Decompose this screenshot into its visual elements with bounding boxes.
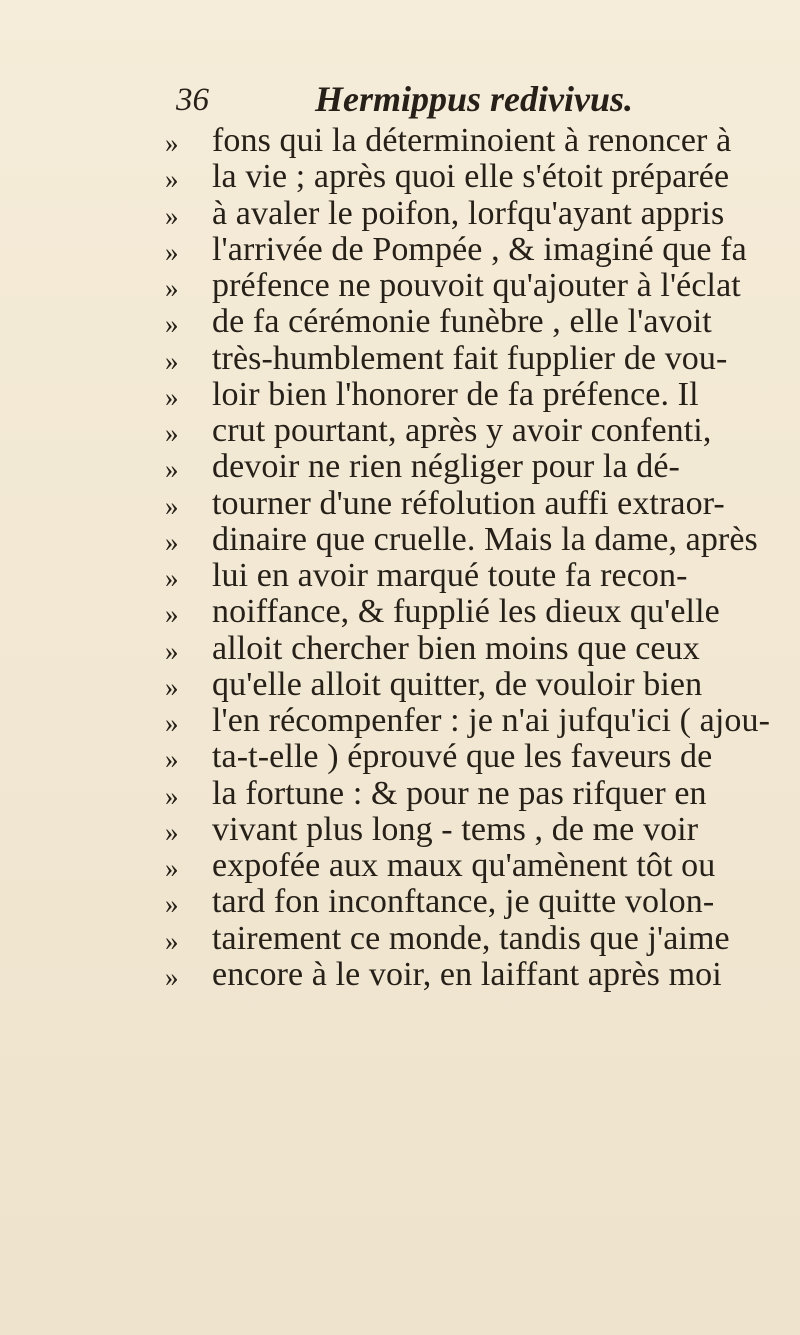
quotation-mark: » xyxy=(165,309,179,340)
quotation-mark: » xyxy=(165,345,179,376)
quotation-mark: » xyxy=(165,599,179,630)
quotation-mark: » xyxy=(165,526,179,557)
text-line xyxy=(0,123,800,159)
line-text: expofée aux maux qu'amènent tôt ou xyxy=(212,847,716,884)
quotation-mark: » xyxy=(165,563,179,593)
quotation-mark: » xyxy=(165,454,179,485)
line-text: préfence ne pouvoit qu'ajouter à l'éclat xyxy=(212,267,741,304)
line-text: l'en récompenfer : je n'ai jufqu'ici ( ajou- xyxy=(212,702,771,739)
text-line xyxy=(0,196,800,232)
quotation-mark: » xyxy=(165,925,179,956)
text-line xyxy=(0,268,800,304)
quotation-mark: » xyxy=(165,128,179,158)
line-text: très-humblement fait fupplier de vou- xyxy=(212,339,728,377)
text-line xyxy=(0,449,800,485)
line-text: fons qui la déterminoient à renoncer à xyxy=(212,122,732,159)
line-text: l'arrivée de Pompée , & imaginé que fa xyxy=(212,230,747,268)
text-line xyxy=(0,776,800,812)
line-text: encore à le voir, en laiffant après moi xyxy=(212,955,722,993)
text-line xyxy=(0,413,800,449)
line-text: à avaler le poifon, lorfqu'ayant appris xyxy=(212,194,725,232)
quotation-mark: » xyxy=(165,164,179,195)
line-text: la vie ; après quoi elle s'étoit préparée xyxy=(212,158,730,196)
line-text: devoir ne rien négliger pour la dé- xyxy=(212,448,680,486)
text-line xyxy=(0,739,800,775)
line-text: dinaire que cruelle. Mais la dame, après xyxy=(212,520,758,558)
text-line xyxy=(0,304,800,340)
quotation-mark: » xyxy=(165,744,179,775)
quotation-mark: » xyxy=(165,671,179,702)
text-line xyxy=(0,522,800,558)
quotation-mark: » xyxy=(165,635,179,666)
quotation-mark: » xyxy=(165,418,179,448)
quotation-mark: » xyxy=(165,780,179,811)
text-body xyxy=(0,123,800,993)
quotation-mark: » xyxy=(165,273,179,303)
line-text: crut pourtant, après y avoir confenti, xyxy=(212,412,712,449)
text-line xyxy=(0,812,800,848)
line-text: ta-t-elle ) éprouvé que les faveurs de xyxy=(212,738,713,776)
line-text: alloit chercher bien moins que ceux xyxy=(212,629,700,667)
line-text: de fa cérémonie funèbre , elle l'avoit xyxy=(212,303,712,341)
quotation-mark: » xyxy=(165,200,179,231)
text-line xyxy=(0,486,800,522)
line-text: la fortune : & pour ne pas rifquer en xyxy=(212,774,707,812)
line-text: lui en avoir marqué toute fa recon- xyxy=(212,557,688,594)
text-line xyxy=(0,558,800,594)
text-line xyxy=(0,957,800,993)
quotation-mark: » xyxy=(165,708,179,738)
quotation-mark: » xyxy=(165,889,179,920)
quotation-mark: » xyxy=(165,490,179,521)
text-line xyxy=(0,631,800,667)
text-line xyxy=(0,667,800,703)
text-line xyxy=(0,921,800,957)
text-line xyxy=(0,341,800,377)
text-line xyxy=(0,594,800,630)
quotation-mark: » xyxy=(165,961,179,992)
line-text: tourner d'une réfolution auffi extraor- xyxy=(212,484,725,522)
quotation-mark: » xyxy=(165,381,179,412)
text-line xyxy=(0,884,800,920)
text-line xyxy=(0,703,800,739)
text-line xyxy=(0,159,800,195)
quotation-mark: » xyxy=(165,816,179,847)
line-text: tairement ce monde, tandis que j'aime xyxy=(212,919,730,957)
page-number: 36 xyxy=(176,82,209,118)
text-line xyxy=(0,232,800,268)
line-text: vivant plus long - tems , de me voir xyxy=(212,810,699,848)
line-text: qu'elle alloit quitter, de vouloir bien xyxy=(212,665,703,703)
line-text: tard fon inconftance, je quitte volon- xyxy=(212,883,715,921)
line-text: noiffance, & fupplié les dieux qu'elle xyxy=(212,593,720,631)
quotation-mark: » xyxy=(165,236,179,267)
line-text: loir bien l'honorer de fa préfence. Il xyxy=(212,375,699,413)
text-line xyxy=(0,377,800,413)
running-title: Hermippus redivivus. xyxy=(315,79,634,119)
text-line xyxy=(0,848,800,884)
quotation-mark: » xyxy=(165,853,179,883)
